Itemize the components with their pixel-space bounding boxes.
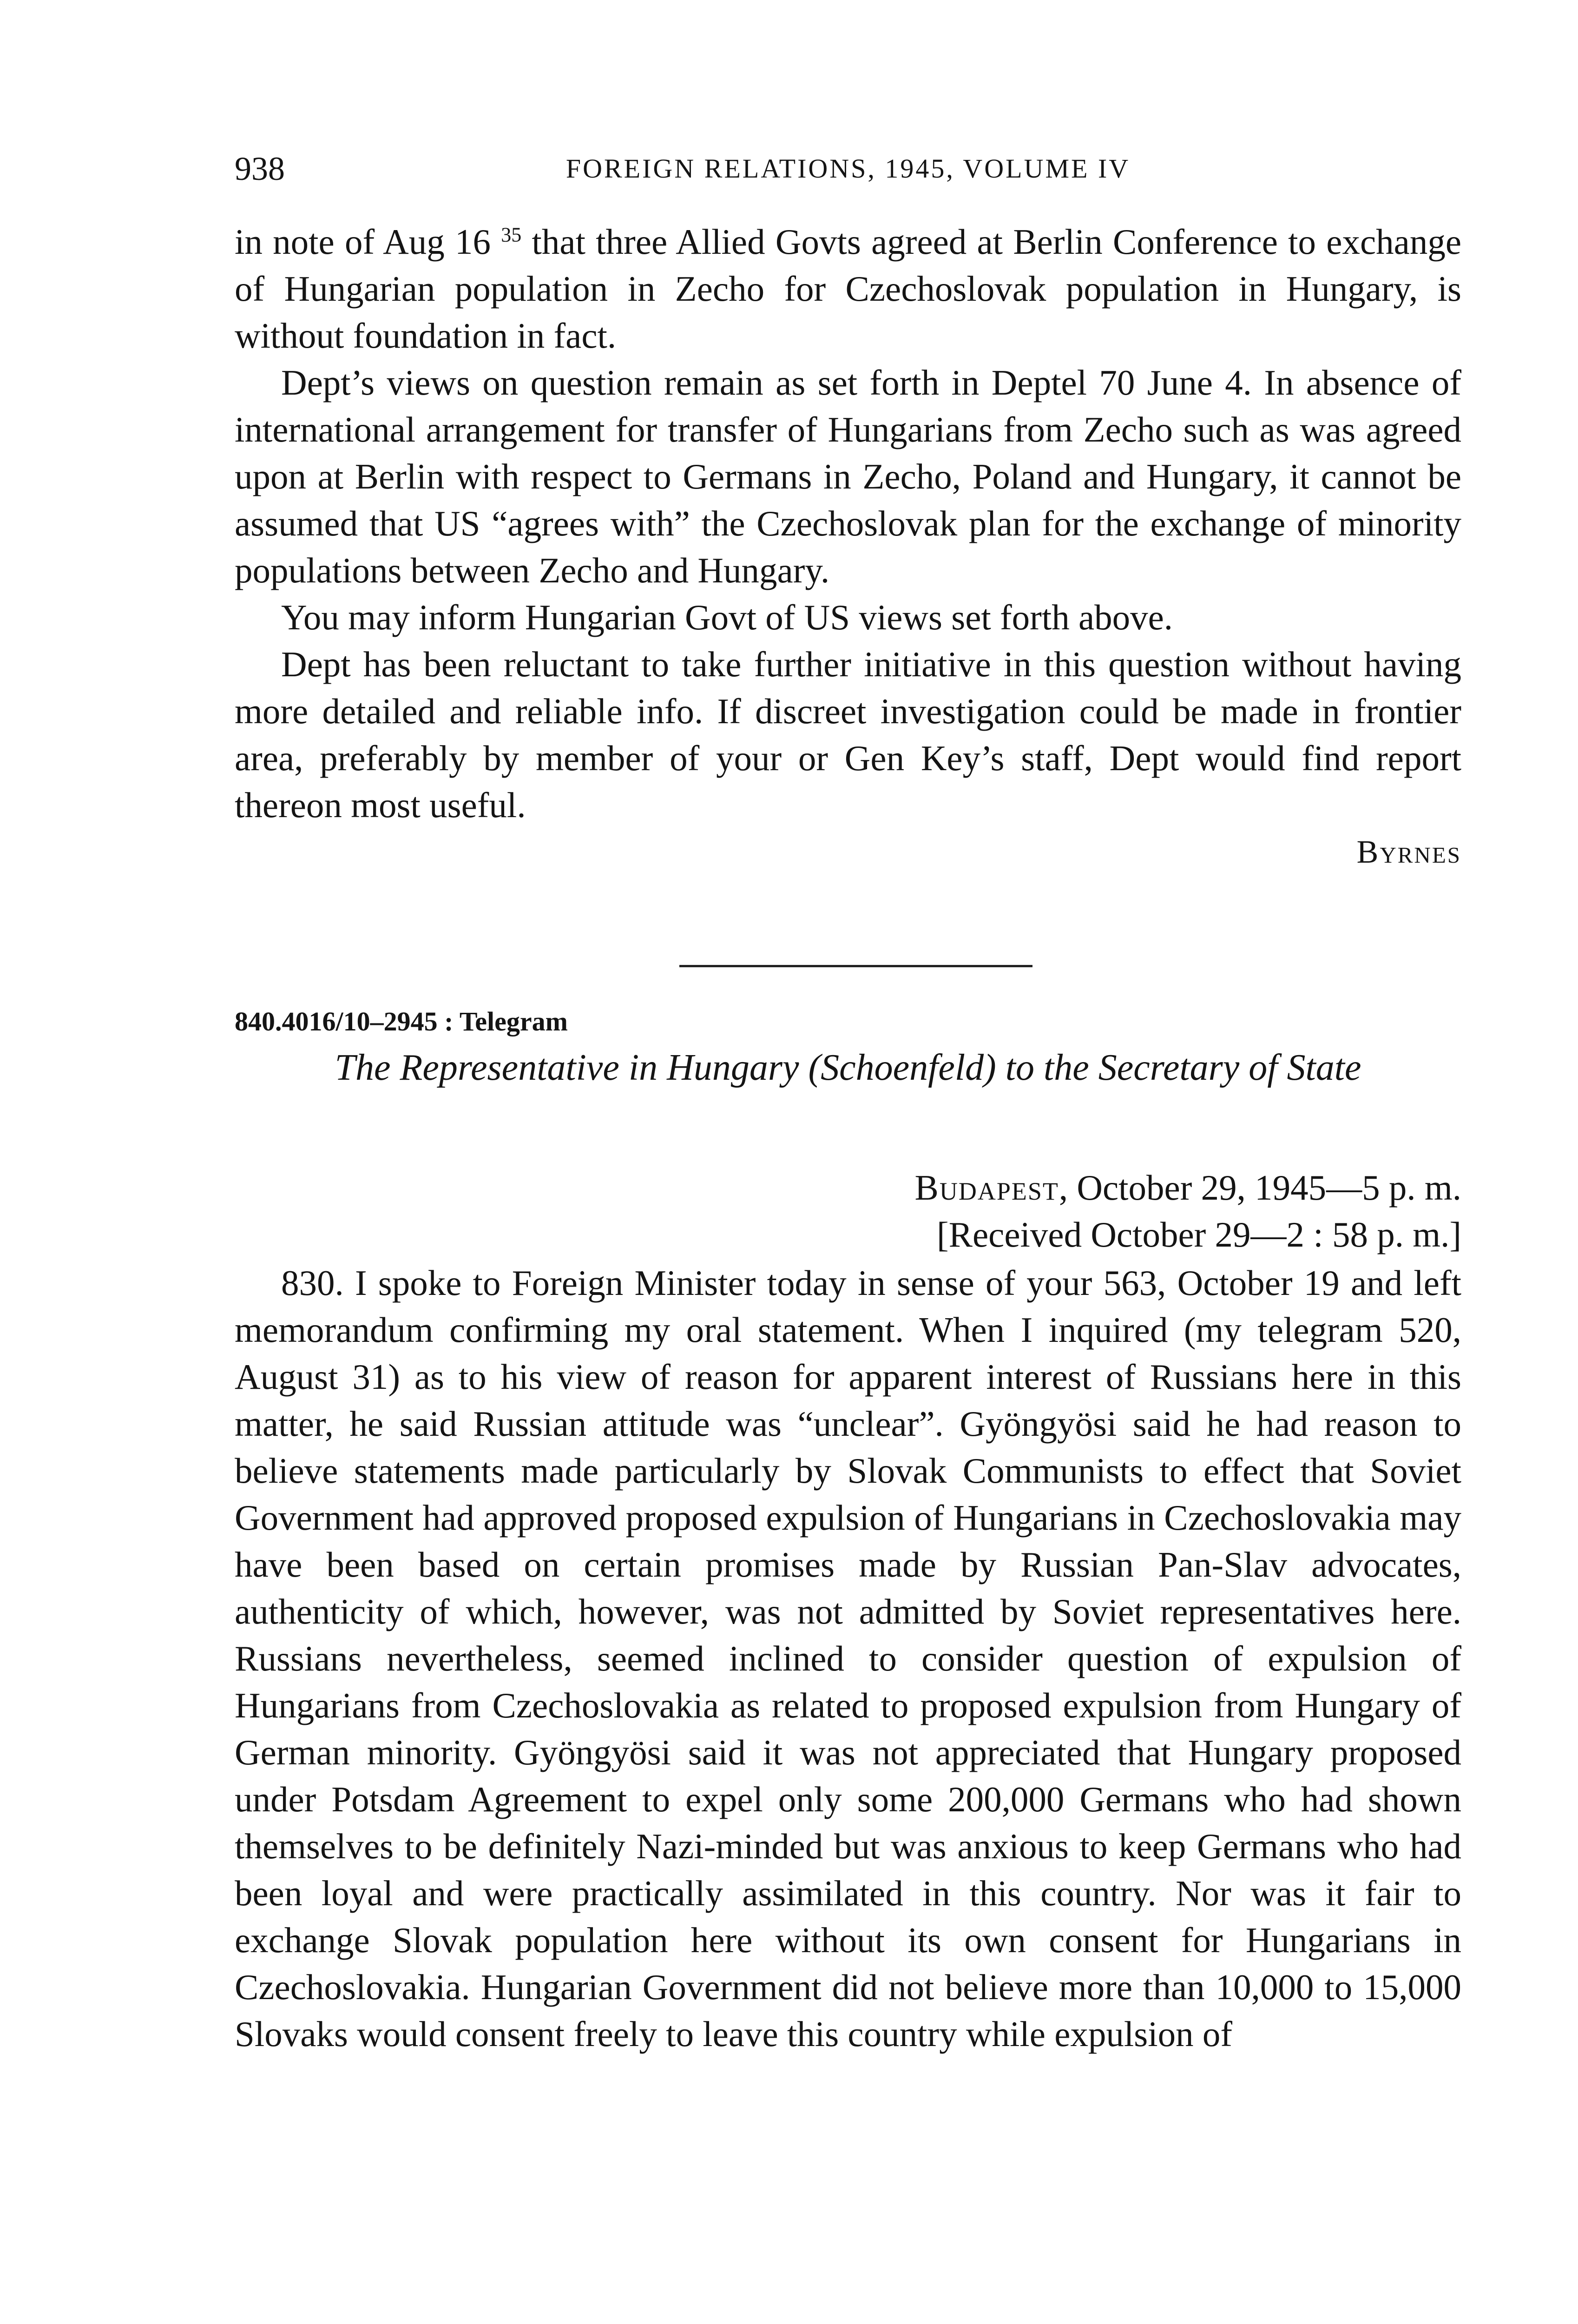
paragraph-text: in note of Aug 16 bbox=[235, 222, 491, 262]
main-text-block bbox=[235, 1260, 1461, 2058]
dateline bbox=[914, 1164, 1461, 1258]
file-reference: 840.4016/10–2945 : Telegram bbox=[235, 1006, 568, 1037]
dateline-received: [Received October 29—2 : 58 p. m.] bbox=[936, 1215, 1461, 1254]
paragraph-dept-reluctant: Dept has been reluctant to take further initiative in this question without having more detailed and reliable info. If discreet investigation could be made in frontier area, preferably by member of your or Gen Key’s staff, Dept would find report thereon most useful. bbox=[235, 644, 1461, 825]
signature: Byrnes bbox=[1356, 834, 1461, 870]
paragraph-830: 830. I spoke to Foreign Minister today in sense of your 563, October 19 and left memorandum confirming my oral statement. When I inquired (my telegram 520, August 31) as to his view of reason for apparent interest of Russians here in this matter, he said Russian attitude was “unclear”. Gyöngyösi said he had reason to believe statements made particularly by Slovak Communists to effect that Soviet Government had approved proposed expulsion of Hungarians in Czechoslovakia may have been based on certain promises made by Russian Pan-Slav advocates, authenticity of which, however, was not admitted by Soviet representatives here. Russians nevertheless, seemed inclined to consider question of expulsion of Hungarians from Czechoslovakia as related to proposed expulsion from Hungary of German minority. Gyöngyösi said it was not appreciated that Hungary proposed under Potsdam Agreement to expel only some 200,000 Germans who had shown themselves to be definitely Nazi-minded but was anxious to keep Germans who had been loyal and were practically assimilated in this country. Nor was it fair to exchange Slovak population here without its own consent for Hungarians in Czechoslovakia. Hungarian Government did not believe more than 10,000 to 15,000 Slovaks would consent freely to leave this country while expulsion of bbox=[235, 1263, 1461, 2054]
paragraph-inform-govt: You may inform Hungarian Govt of US views set forth above. bbox=[281, 597, 1173, 637]
top-text-block bbox=[235, 218, 1461, 876]
running-head: FOREIGN RELATIONS, 1945, VOLUME IV bbox=[565, 153, 1131, 184]
document-title: The Representative in Hungary (Schoenfeld) to the Secretary of State bbox=[335, 1047, 1361, 1088]
footnote-reference: 35 bbox=[501, 223, 522, 246]
dateline-place: Budapest bbox=[914, 1168, 1059, 1208]
paragraph-text: that three Allied Govts agreed at Berlin Conference to exchange of Hungarian population in Zecho for Czechoslovak population in Hungary, is without foundation in fact. bbox=[235, 222, 1462, 356]
dateline-sent bbox=[914, 1164, 1461, 1211]
paragraph-continuation bbox=[235, 218, 1461, 359]
dateline-date: , October 29, 1945—5 p. m. bbox=[1059, 1168, 1461, 1208]
page-number: 938 bbox=[235, 150, 285, 187]
page-header bbox=[235, 148, 1461, 190]
section-divider bbox=[679, 965, 1032, 967]
paragraph-depts-views: Dept’s views on question remain as set forth in Deptel 70 June 4. In absence of international arrangement for transfer of Hungarians from Zecho such as was agreed upon at Berlin with respect to Germans in Zecho, Poland and Hungary, it cannot be assumed that US “agrees with” the Czechoslovak plan for the exchange of minority populations between Zecho and Hungary. bbox=[235, 363, 1461, 590]
